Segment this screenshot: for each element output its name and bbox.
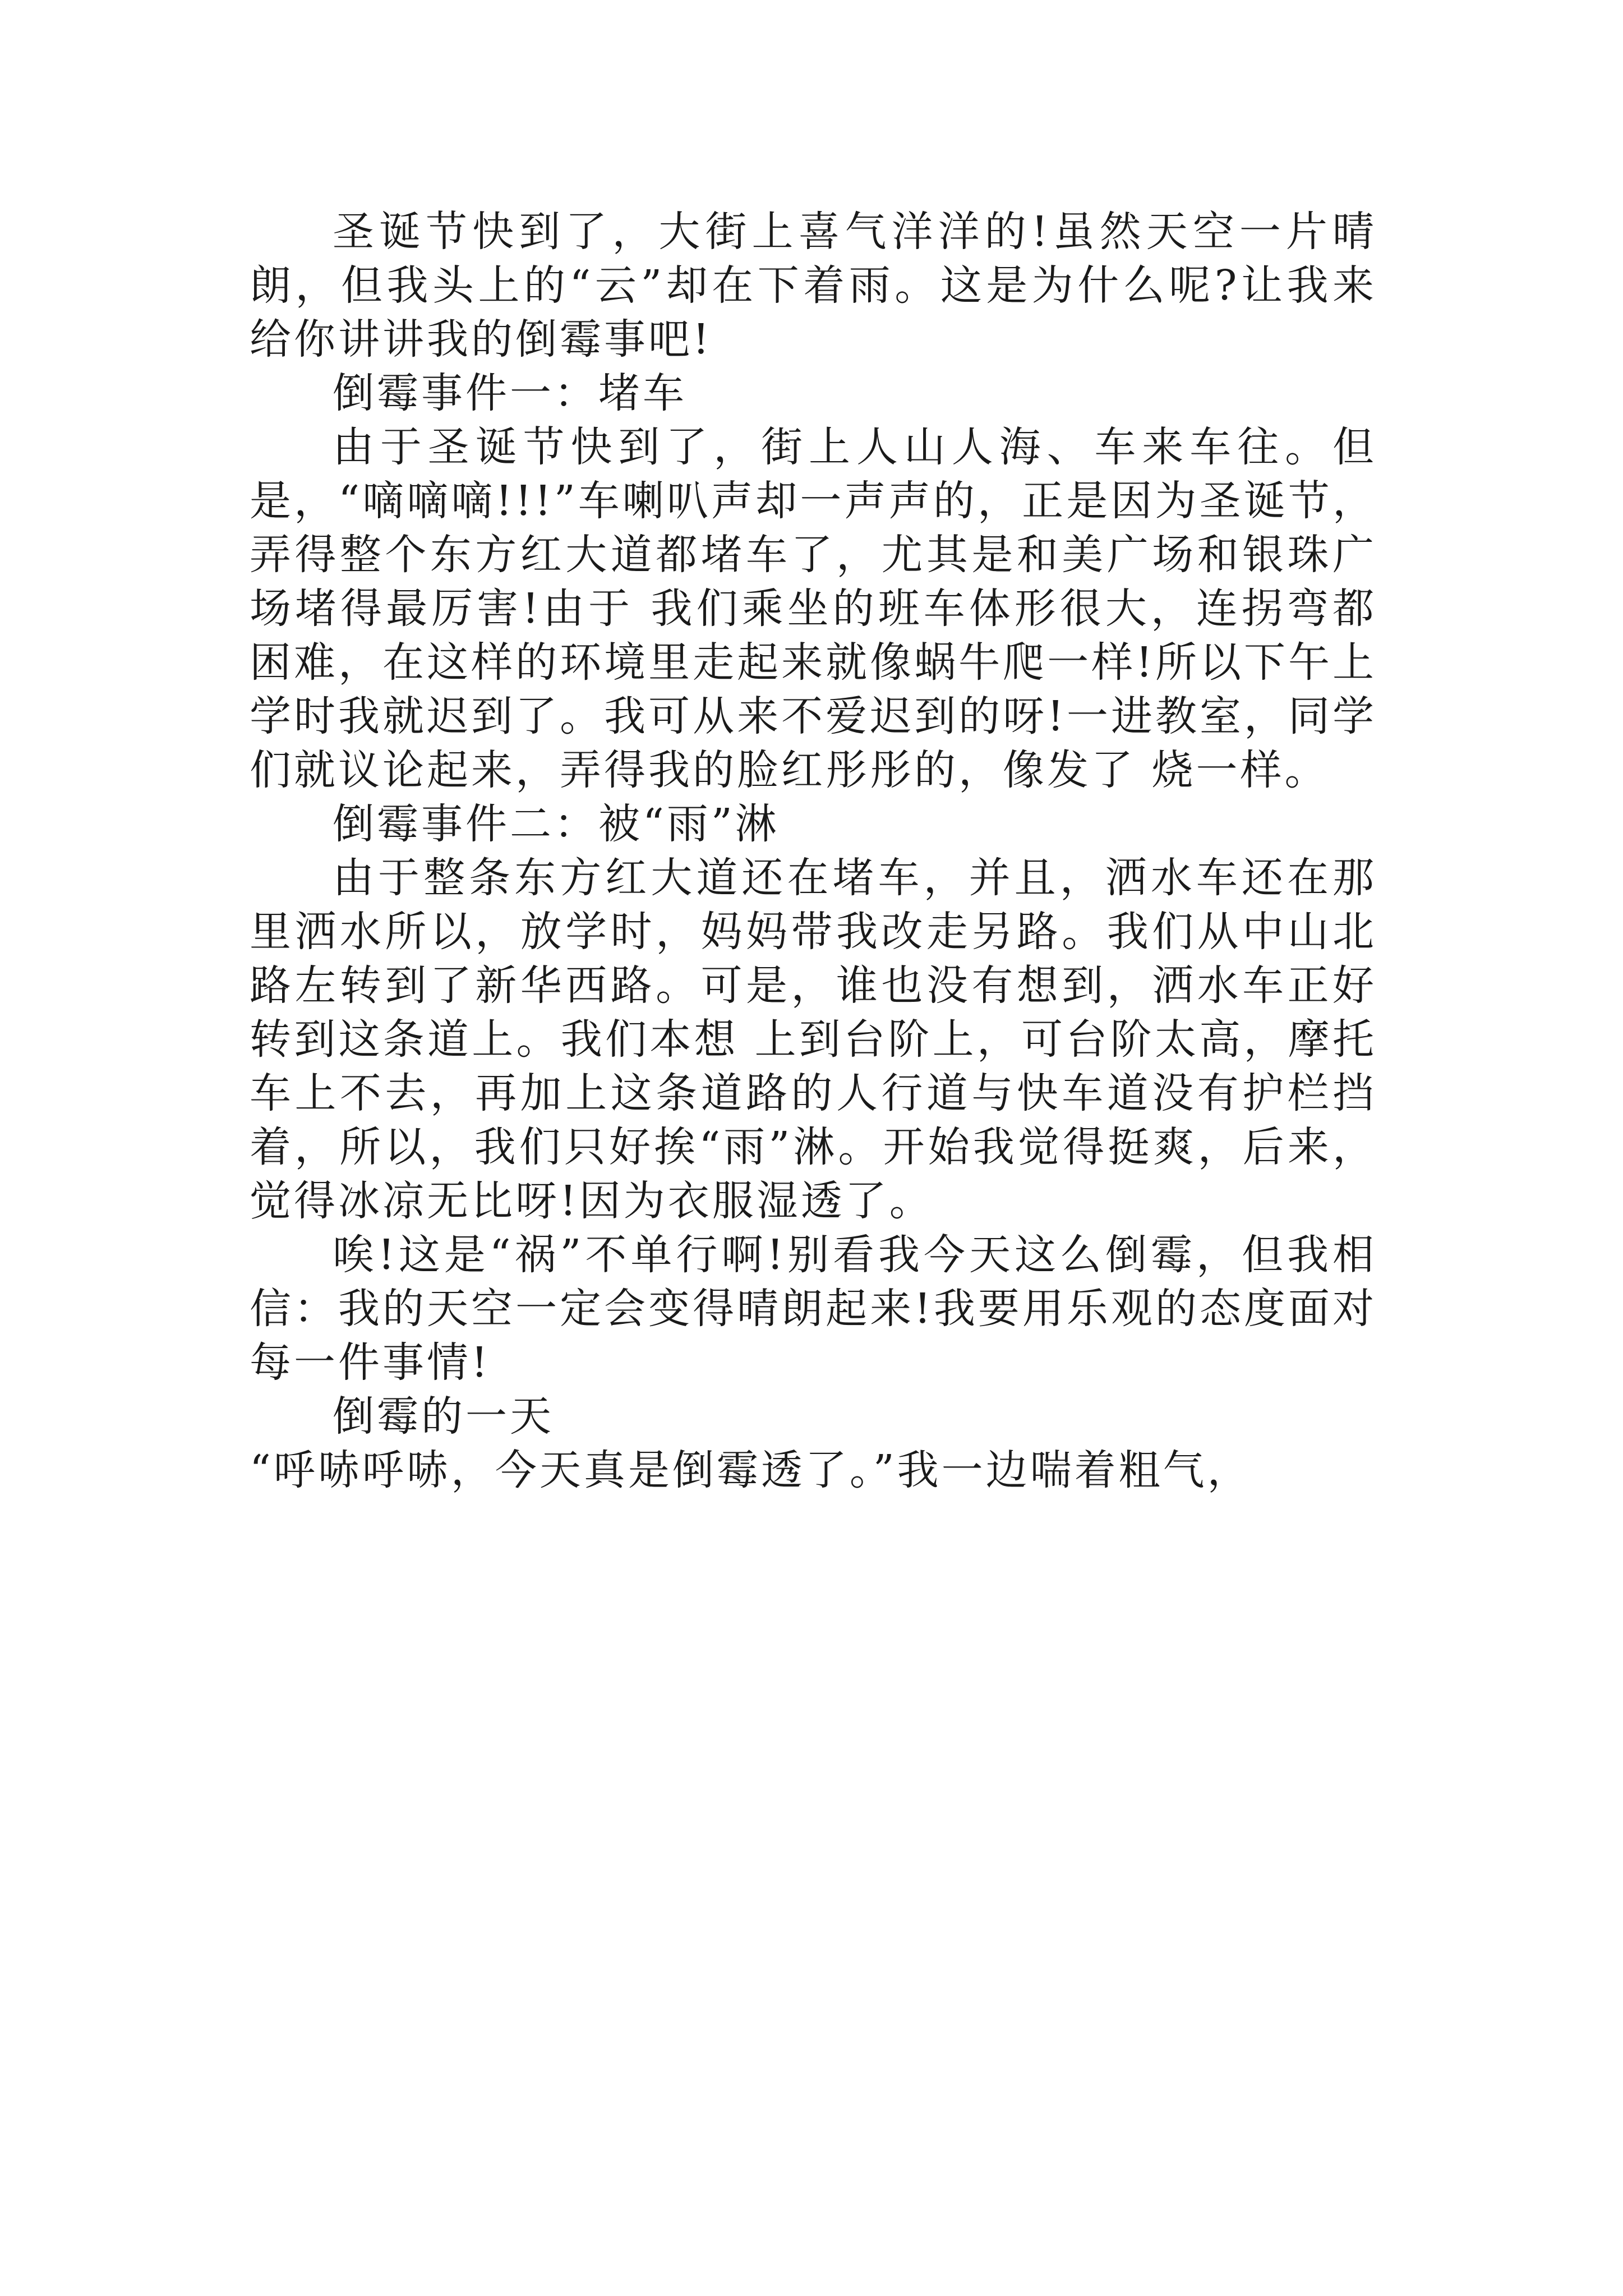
paragraph-intro: 圣诞节快到了，大街上喜气洋洋的!虽然天空一片晴朗，但我头上的“云”却在下着雨。这是为什么呢?让我来给你讲讲我的倒霉事吧! xyxy=(250,208,1377,364)
document-body xyxy=(250,205,1377,1497)
section-heading-rain: 倒霉事件二：被“雨”淋 xyxy=(333,800,780,848)
paragraph-rain: 由于整条东方红大道还在堵车，并且，洒水车还在那里洒水所以，放学时，妈妈带我改走另路。我们从中山北路左转到了新华西路。可是，谁也没有想到，洒水车正好转到这条道上。我们本想 上到台阶上，可台阶太高，摩托车上不去，再加上这条道路的人行道与快车道没有护栏挡着，所以，我们只好挨“雨”淋。开始我觉得挺爽，后来，觉得冰凉无比呀!因为衣服湿透了。 xyxy=(250,854,1377,1225)
paragraph-conclusion: 唉!这是“祸”不单行啊!别看我今天这么倒霉，但我相信：我的天空一定会变得晴朗起来!我要用乐观的态度面对每一件事情! xyxy=(250,1231,1377,1387)
paragraph-unlucky-day-opening: “呼哧呼哧，今天真是倒霉透了。”我一边喘着粗气， xyxy=(250,1446,1252,1494)
paragraph-traffic-jam: 由于圣诞节快到了，街上人山人海、车来车往。但是，“嘀嘀嘀!!!”车喇叭声却一声声的，正是因为圣诞节，弄得整个东方红大道都堵车了，尤其是和美广场和银珠广场堵得最厉害!由于 我们乘坐的班车体形很大，连拐弯都困难，在这样的环境里走起来就像蜗牛爬一样!所以下午上学时我就迟到了。我可从来不爱迟到的呀!一进教室，同学们就议论起来，弄得我的脸红彤彤的，像发了 烧一样。 xyxy=(250,423,1377,794)
section-heading-traffic-jam: 倒霉事件一：堵车 xyxy=(333,369,687,417)
essay-title-unlucky-day: 倒霉的一天 xyxy=(333,1392,554,1441)
